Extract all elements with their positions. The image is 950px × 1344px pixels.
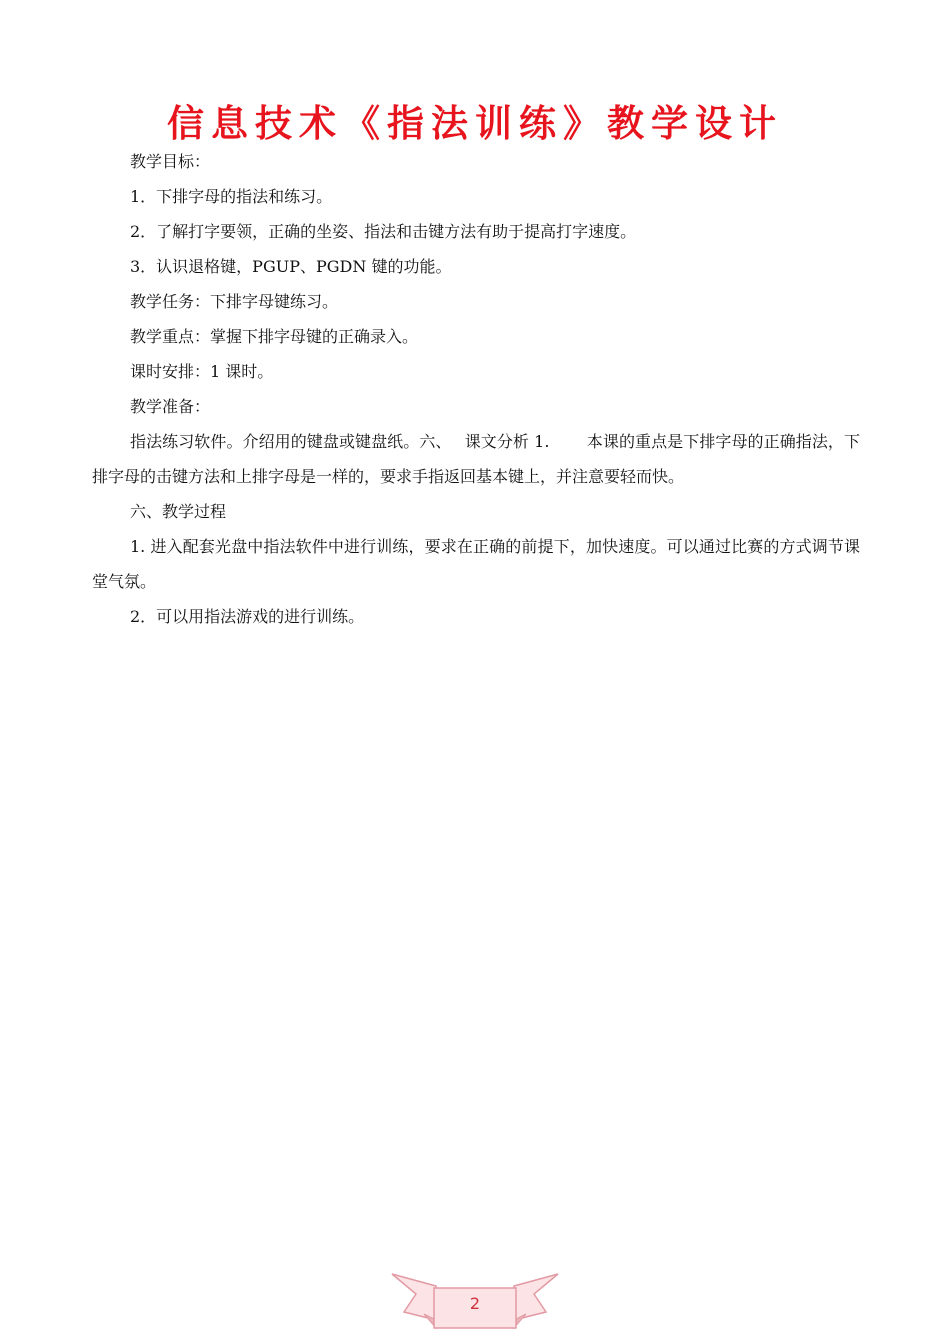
paragraph-process-1: 1. 进入配套光盘中指法软件中进行训练，要求在正确的前提下，加快速度。可以通过比赛的方式调节课堂气氛。: [92, 537, 860, 591]
page-number: 2: [469, 1294, 481, 1313]
paragraph-process-heading: 六、教学过程: [130, 502, 227, 521]
paragraph-key-point: 教学重点：掌握下排字母键的正确录入。: [130, 327, 419, 346]
document-title: 信息技术《指法训练》教学设计: [167, 102, 783, 145]
paragraph-process-2: 2．可以用指法游戏的进行训练。: [130, 607, 365, 626]
paragraph-preparation-analysis: 指法练习软件。介绍用的键盘或键盘纸。六、 课文分析 1. 本课的重点是下排字母的正确指法，下排字母的击键方法和上排字母是一样的，要求手指返回基本键上，并注意要轻而快。: [92, 432, 860, 486]
paragraph-schedule: 课时安排：1 课时。: [130, 362, 274, 381]
paragraph-objective-3: 3．认识退格键，PGUP、PGDN 键的功能。: [130, 257, 452, 276]
paragraph-preparation-heading: 教学准备：: [130, 397, 211, 416]
paragraph-objective-2: 2．了解打字要领，正确的坐姿、指法和击键方法有助于提高打字速度。: [130, 222, 637, 241]
paragraph-task: 教学任务：下排字母键练习。: [130, 292, 339, 311]
document-body: [92, 144, 860, 634]
paragraph-objective-1: 1．下排字母的指法和练习。: [130, 187, 333, 206]
paragraph-objectives-heading: 教学目标：: [130, 152, 211, 171]
